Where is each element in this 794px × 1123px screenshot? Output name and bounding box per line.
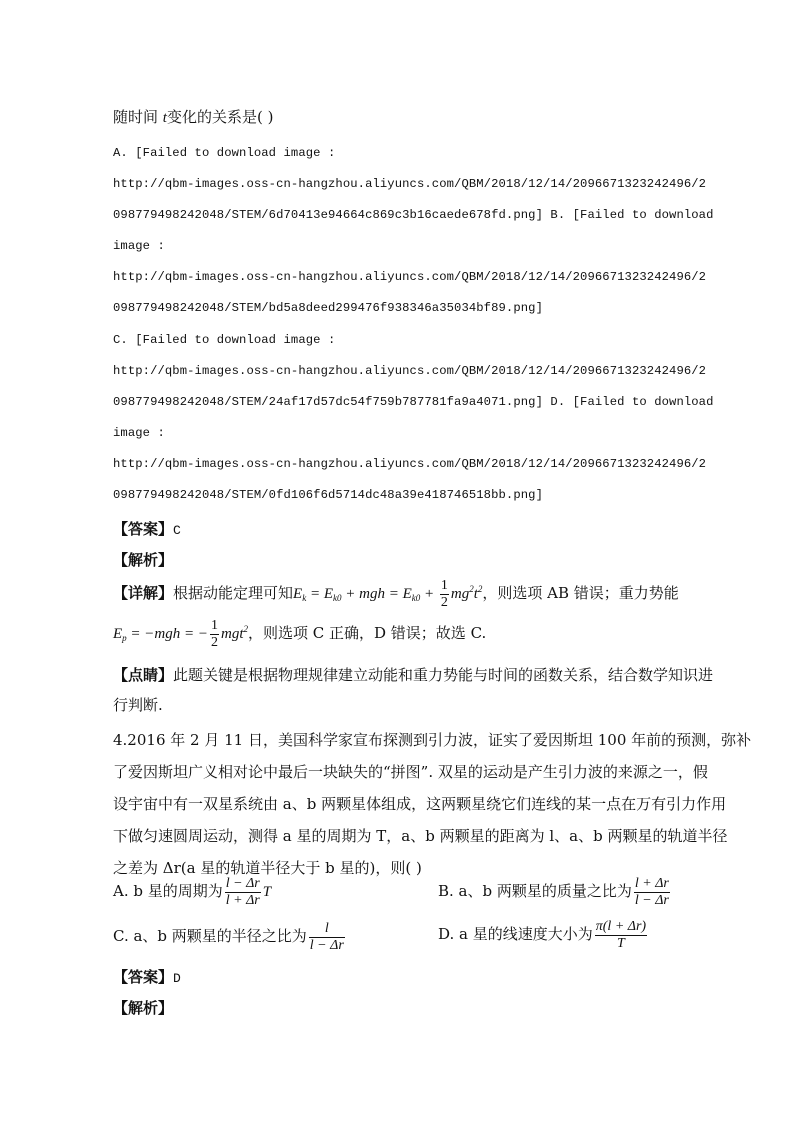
option-line: 098779498242048/STEM/bd5a8deed299476f938346a35034bf89.png]: [113, 301, 543, 315]
option-a-formula: $\frac{l - \Delta r}{l + \Delta r}$ T: [225, 876, 272, 908]
detail-text: ，则选项 AB 错误；重力势能: [482, 583, 679, 602]
option-line: http://qbm-images.oss-cn-hangzhou.aliyuncs.com/QBM/2018/12/14/2096671323242496/2: [113, 270, 707, 284]
option-b-formula: $\frac{l + \Delta r}{l - \Delta r}$: [634, 876, 669, 908]
stem-tail-post: 变化的关系是( ): [166, 108, 274, 126]
answer-row: [113, 966, 181, 987]
option-c-formula: $\frac{l}{l - \Delta r}$: [309, 921, 344, 953]
option-line: http://qbm-images.oss-cn-hangzhou.aliyuncs.com/QBM/2018/12/14/2096671323242496/2: [113, 177, 707, 191]
option-line: 098779498242048/STEM/24af17d57dc54f759b787781fa9a4071.png] D. [Failed to download: [113, 395, 714, 409]
analysis-label: 【解析】: [113, 551, 174, 569]
kinetic-energy-formula: $E_k = E_{k0}$ + mgh = $E_{k0}$ + $\frac{1}{2}$ $mg^2t^2$: [293, 578, 483, 610]
option-a: [113, 876, 271, 909]
detail-text: ，则选项 C 正确，D 错误；故选 C.: [248, 623, 487, 642]
answer-label: 【答案】: [113, 520, 174, 538]
question3-stem-tail: [113, 106, 273, 127]
option-d: [438, 919, 649, 952]
option-a-text: A. b 星的周期为: [113, 881, 223, 900]
option-d-formula: $\frac{\pi(l + \Delta r)}{T}$: [595, 919, 647, 951]
potential-energy-formula: $E_p = -mgh$ = − $\frac{1}{2}$ mgt$^2$: [113, 618, 248, 650]
detail-label: 【详解】: [113, 583, 174, 602]
answer-row: [113, 518, 181, 539]
option-line: 098779498242048/STEM/0fd106f6d5714dc48a39e418746518bb.png]: [113, 488, 543, 502]
option-line: http://qbm-images.oss-cn-hangzhou.aliyuncs.com/QBM/2018/12/14/2096671323242496/2: [113, 457, 707, 471]
option-b: [438, 876, 672, 909]
option-line: 098779498242048/STEM/6d70413e94664c869c3b16caede678fd.png] B. [Failed to download: [113, 208, 714, 222]
detail-line-2: [113, 618, 486, 651]
question4-stem-line: 4.2016 年 2 月 11 日，美国科学家宣布探测到引力波，证实了爱因斯坦 100 年前的预测，弥补: [113, 731, 752, 749]
question4-stem-line: 了爱因斯坦广义相对论中最后一块缺失的“拼图”. 双星的运动是产生引力波的来源之一，假: [113, 763, 708, 781]
detail-text: 根据动能定理可知: [173, 583, 294, 602]
detail-line-1: [113, 578, 679, 611]
answer-value: D: [173, 971, 181, 986]
option-line: image :: [113, 239, 165, 253]
question4-stem-line: 之差为 Δr(a 星的轨道半径大于 b 星的)，则( ): [113, 859, 422, 877]
option-line: A. [Failed to download image :: [113, 146, 336, 160]
question4-stem-line: 下做匀速圆周运动，测得 a 星的周期为 T，a、b 两颗星的距离为 l、a、b 两颗星的轨道半径: [113, 827, 728, 845]
analysis-label: 【解析】: [113, 999, 174, 1017]
option-d-text: D. a 星的线速度大小为: [438, 924, 593, 943]
option-line: http://qbm-images.oss-cn-hangzhou.aliyuncs.com/QBM/2018/12/14/2096671323242496/2: [113, 364, 707, 378]
comment-text: 此题关键是根据物理规律建立动能和重力势能与时间的函数关系，结合数学知识进: [173, 666, 714, 684]
question4-stem-line: 设宇宙中有一双星系统由 a、b 两颗星体组成，这两颗星绕它们连线的某一点在万有引力作用: [113, 795, 727, 813]
option-line: C. [Failed to download image :: [113, 333, 336, 347]
stem-tail-variable: t: [162, 110, 167, 126]
comment-label: 【点睛】: [113, 666, 174, 684]
option-b-text: B. a、b 两颗星的质量之比为: [438, 881, 632, 900]
option-c: [113, 921, 347, 954]
answer-value: C: [173, 523, 181, 538]
comment-line-1: [113, 664, 713, 685]
stem-tail-pre: 随时间: [113, 108, 163, 126]
option-line: image :: [113, 426, 165, 440]
option-c-text: C. a、b 两颗星的半径之比为: [113, 926, 307, 945]
comment-line-2: 行判断.: [113, 696, 163, 714]
answer-label: 【答案】: [113, 968, 174, 986]
